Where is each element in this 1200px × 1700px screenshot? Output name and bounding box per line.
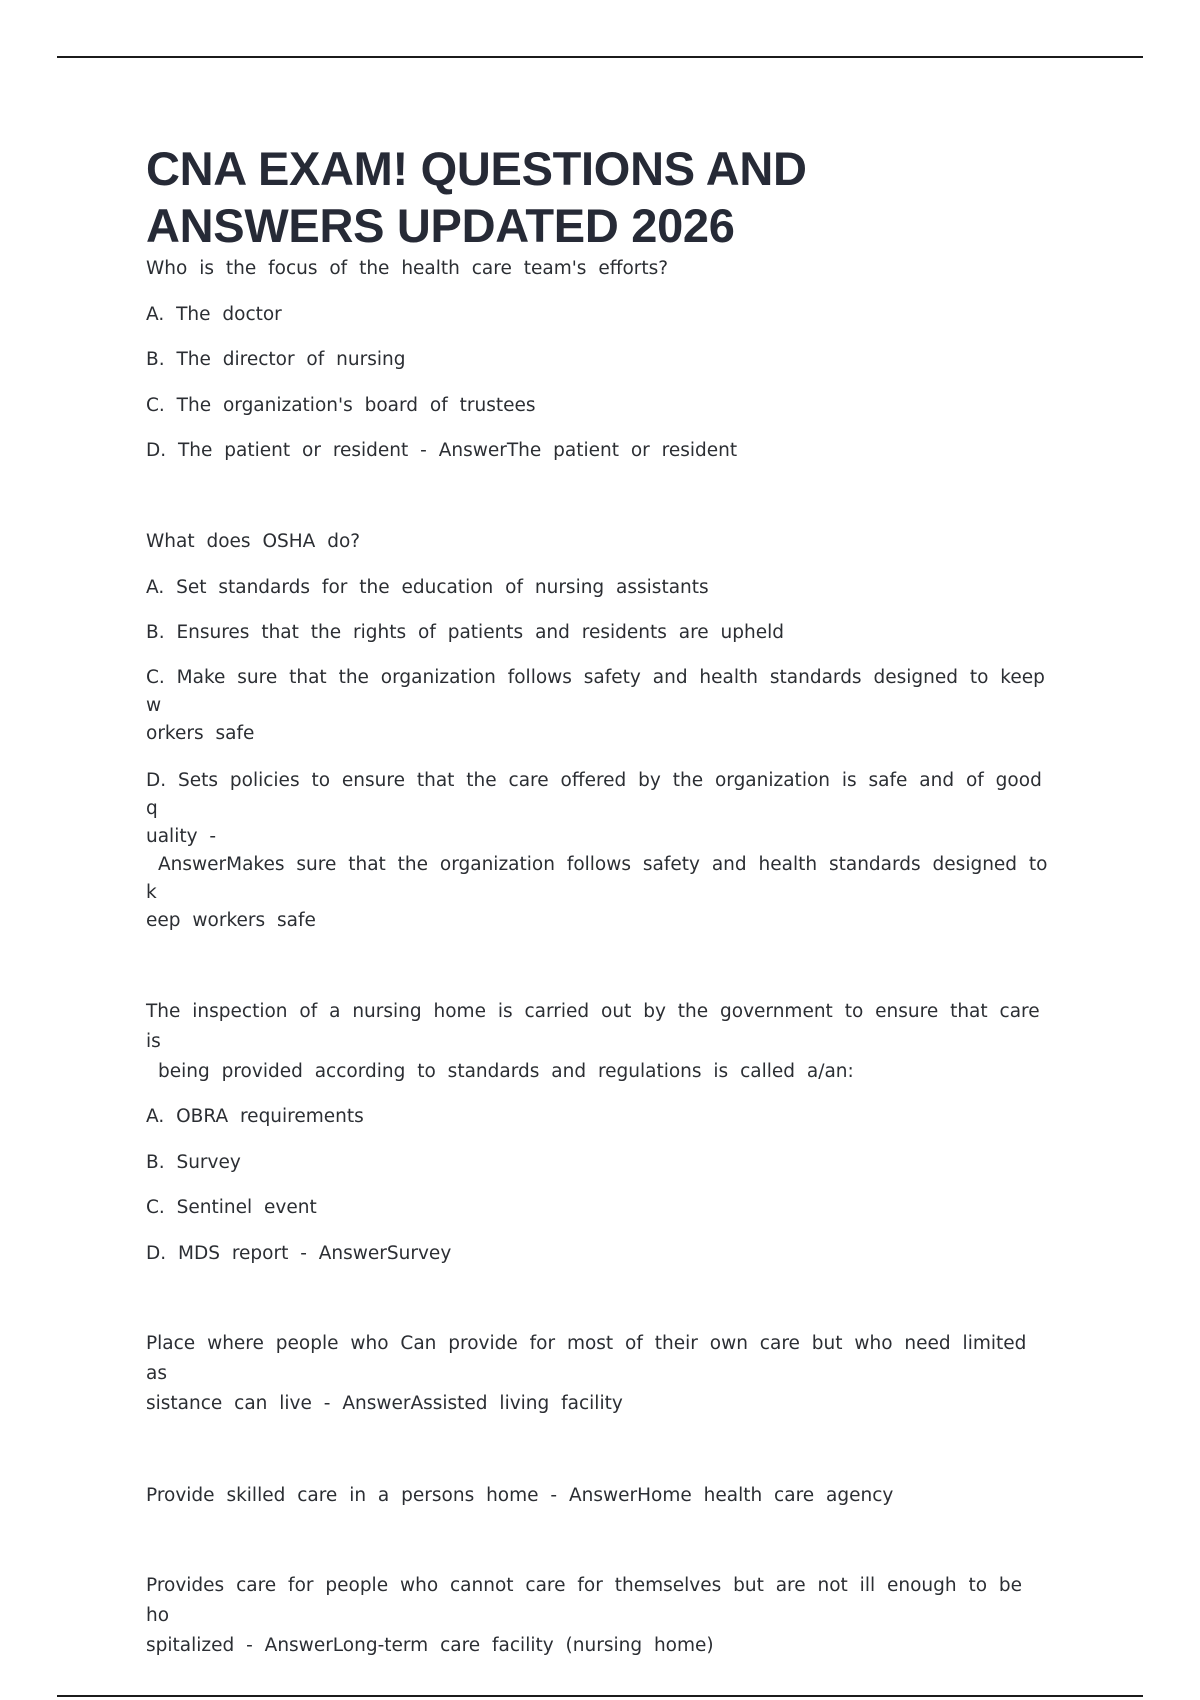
q6-text [146, 1571, 1056, 1661]
q2-option-a: A. Set standards for the education of nursing assistants [146, 577, 709, 598]
q1-option-a: A. The doctor [146, 304, 282, 325]
q3-option-d: D. MDS report - AnswerSurvey [146, 1243, 452, 1264]
q2-option-d-line-2: uality - [146, 826, 217, 847]
q5-text: Provide skilled care in a persons home - AnswerHome health care agency [146, 1485, 894, 1506]
q2-option-d-line-1: D. Sets policies to ensure that the care offered by the organization is safe and of good q [146, 770, 1042, 819]
q3-option-a: A. OBRA requirements [146, 1106, 364, 1127]
q4-line-1: Place where people who Can provide for most of their own care but who need limited as [146, 1333, 1027, 1384]
q2-option-c [146, 664, 1056, 748]
q1-option-d: D. The patient or resident - AnswerThe patient or resident [146, 440, 738, 461]
title-line-1: CNA EXAM! QUESTIONS AND [146, 142, 807, 195]
q4-text [146, 1329, 1056, 1419]
top-rule [57, 56, 1143, 58]
q2-option-c-line-2: orkers safe [146, 723, 255, 744]
q2-option-c-line-1: C. Make sure that the organization follows safety and health standards designed to keep w [146, 667, 1045, 716]
q2-option-b: B. Ensures that the rights of patients and residents are upheld [146, 622, 784, 643]
q6-line-2: spitalized - AnswerLong-term care facility (nursing home) [146, 1635, 714, 1656]
q2-answer-line-1: AnswerMakes sure that the organization follows safety and health standards designed to k [146, 854, 1048, 903]
title-line-2: ANSWERS UPDATED 2026 [146, 199, 735, 252]
q1-option-c: C. The organization's board of trustees [146, 395, 536, 416]
document-page [146, 140, 1056, 1661]
q6-line-1: Provides care for people who cannot care for themselves but are not ill enough to be ho [146, 1575, 1023, 1626]
q1-option-b: B. The director of nursing [146, 349, 406, 370]
q3-question-line-2: being provided according to standards and regulations is called a/an: [158, 1061, 854, 1082]
q3-option-b: B. Survey [146, 1152, 241, 1173]
q3-question [146, 997, 1056, 1087]
document-title [146, 140, 1056, 254]
q4-line-2: sistance can live - AnswerAssisted living facility [146, 1393, 623, 1414]
q3-question-line-1: The inspection of a nursing home is carried out by the government to ensure that care is [146, 1001, 1040, 1052]
q2-option-d [146, 767, 1056, 935]
q2-question: What does OSHA do? [146, 531, 361, 552]
q1-question: Who is the focus of the health care team's efforts? [146, 258, 669, 279]
q3-option-c: C. Sentinel event [146, 1197, 317, 1218]
bottom-rule [57, 1695, 1143, 1697]
q2-answer-line-2: eep workers safe [146, 910, 316, 931]
